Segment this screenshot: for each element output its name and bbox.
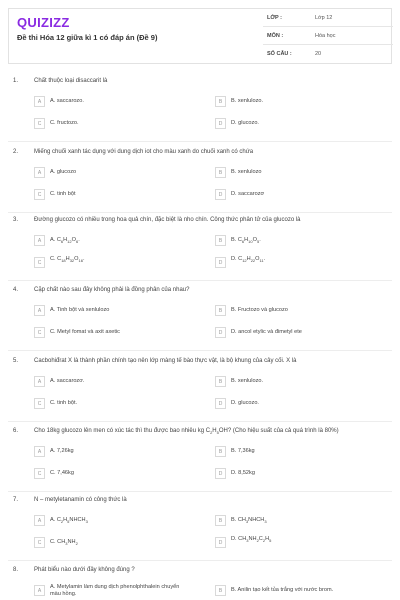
option-letter-box: C xyxy=(34,118,45,129)
option-text: C. tinh bột xyxy=(50,191,76,197)
option-letter-box: A xyxy=(34,376,45,387)
answer-option-b[interactable] xyxy=(215,167,383,179)
option-text: B. $CH_3NHCH_3$ xyxy=(231,517,267,525)
option-text: D. glucozo. xyxy=(231,400,259,406)
option-text: C. fructozo. xyxy=(50,120,79,126)
answer-option-a[interactable] xyxy=(34,305,202,317)
option-letter-box: D xyxy=(215,257,226,268)
answer-option-b[interactable] xyxy=(215,376,383,388)
answer-option-b[interactable] xyxy=(215,515,383,527)
option-letter-box: A xyxy=(34,515,45,526)
question-divider xyxy=(8,421,392,422)
question-number: 1. xyxy=(13,78,19,84)
option-letter-box: C xyxy=(34,468,45,479)
answer-option-b[interactable] xyxy=(215,585,383,597)
option-letter-box: D xyxy=(215,468,226,479)
option-text: B. xenlulozo. xyxy=(231,378,264,384)
option-text: C. $CH_3NH_2$ xyxy=(50,539,78,547)
question-text: Miếng chuối xanh tác dụng với dung dịch iot cho màu xanh do chuối xanh có chứa xyxy=(34,149,254,155)
option-letter-box: B xyxy=(215,446,226,457)
question-number: 7. xyxy=(13,497,19,503)
answer-option-c[interactable] xyxy=(34,118,202,130)
worksheet-header xyxy=(8,8,392,64)
option-text: B. Anilin tạo kết tủa trắng với nước brom. xyxy=(231,587,334,593)
answer-option-a[interactable] xyxy=(34,515,202,527)
answer-option-d[interactable] xyxy=(215,398,383,410)
answer-option-d[interactable] xyxy=(215,257,383,269)
option-text: B. Fructozo và glucozo xyxy=(231,307,288,313)
question-number: 2. xyxy=(13,149,19,155)
option-letter-box: B xyxy=(215,515,226,526)
answer-option-d[interactable] xyxy=(215,537,383,549)
option-text: B. xenlulozo. xyxy=(231,98,264,104)
answer-option-c[interactable] xyxy=(34,327,202,339)
option-text: D. $CH_3NH_2C_2H_5$ xyxy=(231,536,272,544)
option-letter-box: D xyxy=(215,189,226,200)
question-number: 4. xyxy=(13,287,19,293)
question-divider xyxy=(8,491,392,492)
option-text: C. tinh bột. xyxy=(50,400,78,406)
option-text: C. Metyl fomat và axit axetic xyxy=(50,329,120,335)
option-text: B. xenlulozo xyxy=(231,169,262,175)
option-letter-box: B xyxy=(215,305,226,316)
option-text: D. saccarozơ xyxy=(231,191,265,197)
option-text: A. $C_2H_5NHCH_3$ xyxy=(50,517,88,525)
question-text: N – metyletanamin có công thức là xyxy=(34,497,127,503)
option-letter-box: A xyxy=(34,235,45,246)
question-number: 5. xyxy=(13,358,19,364)
answer-option-b[interactable] xyxy=(215,446,383,458)
option-letter-box: A xyxy=(34,305,45,316)
question-text: Cặp chất nào sau đây không phải là đồng phân của nhau? xyxy=(34,287,190,293)
option-text: A. 7,26kg xyxy=(50,448,74,454)
answer-option-b[interactable] xyxy=(215,96,383,108)
option-letter-box: C xyxy=(34,257,45,268)
option-letter-box: D xyxy=(215,398,226,409)
option-text: C. 7,46kg xyxy=(50,470,74,476)
option-letter-box: A xyxy=(34,446,45,457)
option-letter-box: B xyxy=(215,585,226,596)
option-text: D. $C_{12}H_{22}O_{11}$. xyxy=(231,256,266,264)
option-text: A. glucozo xyxy=(50,169,77,175)
meta-table xyxy=(263,9,393,62)
answer-option-d[interactable] xyxy=(215,468,383,480)
meta-row-class xyxy=(263,9,393,27)
answer-option-d[interactable] xyxy=(215,327,383,339)
answer-option-a[interactable] xyxy=(34,235,202,247)
meta-label: MÔN : xyxy=(267,33,284,39)
option-text: A. saccarozơ. xyxy=(50,378,85,384)
meta-label: LỚP : xyxy=(267,15,282,21)
option-text: D. 8,52kg xyxy=(231,470,255,476)
option-text: A. Tinh bột và xenlulozo xyxy=(50,307,110,313)
option-letter-box: C xyxy=(34,189,45,200)
option-text: A. $C_6H_{12}O_6$. xyxy=(50,237,80,245)
answer-option-a[interactable] xyxy=(34,446,202,458)
option-letter-box: C xyxy=(34,537,45,548)
meta-label: SỐ CÂU : xyxy=(267,51,292,57)
option-letter-box: B xyxy=(215,167,226,178)
option-letter-box: A xyxy=(34,167,45,178)
question-divider xyxy=(8,280,392,281)
option-text: A. saccarozo. xyxy=(50,98,84,104)
answer-option-a[interactable] xyxy=(34,96,202,108)
answer-option-d[interactable] xyxy=(215,189,383,201)
answer-option-c[interactable] xyxy=(34,537,202,549)
answer-option-a[interactable] xyxy=(34,585,202,597)
question-divider xyxy=(8,141,392,142)
meta-value: Lớp 12 xyxy=(315,15,333,21)
answer-option-a[interactable] xyxy=(34,376,202,388)
quizizz-logo: QUIZIZZ xyxy=(17,15,70,30)
question-divider xyxy=(8,560,392,561)
option-text: A. Metylamin làm dung dịch phenolphthalein chuyển màu hồng. xyxy=(50,584,180,597)
question-number: 3. xyxy=(13,217,19,223)
meta-value: Hóa học xyxy=(315,33,336,39)
option-letter-box: C xyxy=(34,327,45,338)
page-title: Đề thi Hóa 12 giữa kì 1 có đáp án (Đề 9) xyxy=(17,33,158,42)
question-text: Phát biểu nào dưới đây không đúng ? xyxy=(34,567,135,573)
option-text: C. $C_{18}H_{32}O_{16}$. xyxy=(50,256,85,264)
answer-option-c[interactable] xyxy=(34,468,202,480)
question-number: 6. xyxy=(13,428,19,434)
option-text: D. glucozo. xyxy=(231,120,259,126)
answer-option-b[interactable] xyxy=(215,305,383,317)
option-letter-box: A xyxy=(34,96,45,107)
option-letter-box: A xyxy=(34,585,45,596)
option-letter-box: C xyxy=(34,398,45,409)
option-text: B. 7,36kg xyxy=(231,448,255,454)
meta-row-subject xyxy=(263,27,393,45)
option-letter-box: B xyxy=(215,235,226,246)
option-letter-box: D xyxy=(215,327,226,338)
question-divider xyxy=(8,212,392,213)
option-text: B. $C_6H_{10}O_5$. xyxy=(231,237,261,245)
question-text: Cacbohiđrat X là thành phần chính tạo nên lớp màng tế bào thực vật, là bộ khung của cây cối. X là xyxy=(34,358,297,364)
answer-option-c[interactable] xyxy=(34,189,202,201)
question-number: 8. xyxy=(13,567,19,573)
meta-row-count xyxy=(263,45,393,62)
question-divider xyxy=(8,350,392,351)
answer-option-d[interactable] xyxy=(215,118,383,130)
answer-option-c[interactable] xyxy=(34,257,202,269)
meta-value: 20 xyxy=(315,51,322,57)
answer-option-a[interactable] xyxy=(34,167,202,179)
question-text: Cho 18kg glucozo lên men có xúc tác thì thu được bao nhiêu kg $C_2H_5OH$? (Cho hiệu suất của cả quá trình là 80%) xyxy=(34,428,339,436)
question-text: Đường glucozo có nhiều trong hoa quả chín, đặc biệt là nho chín. Công thức phân tử của glucozo là xyxy=(34,217,301,223)
answer-option-b[interactable] xyxy=(215,235,383,247)
question-text: Chất thuộc loại disaccarit là xyxy=(34,78,108,84)
option-letter-box: B xyxy=(215,96,226,107)
answer-option-c[interactable] xyxy=(34,398,202,410)
option-letter-box: D xyxy=(215,537,226,548)
option-letter-box: D xyxy=(215,118,226,129)
option-text: D. ancol etylic và đimetyl ete xyxy=(231,329,302,335)
option-letter-box: B xyxy=(215,376,226,387)
